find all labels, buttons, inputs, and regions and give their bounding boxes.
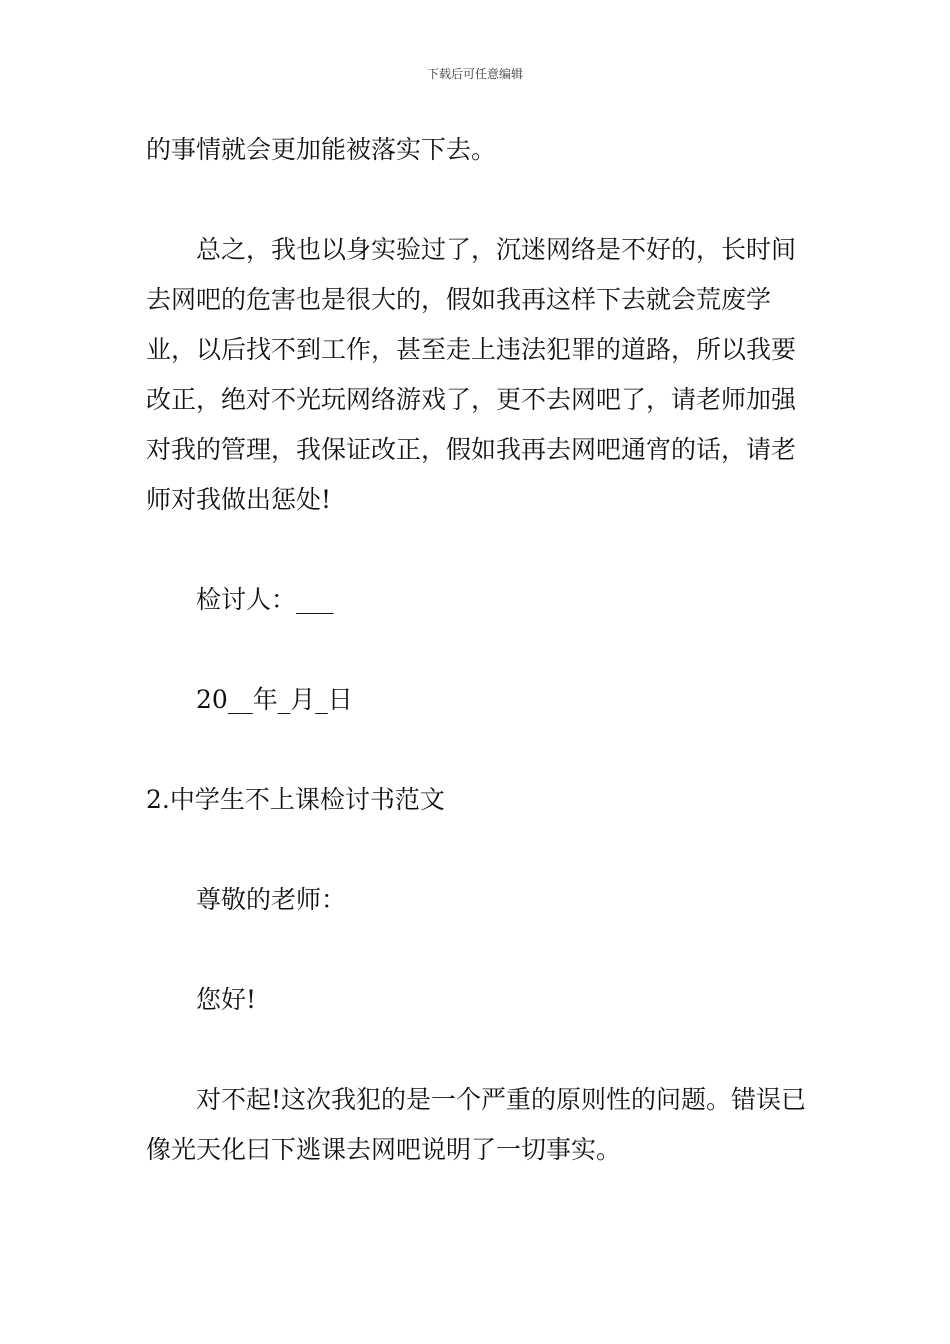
salutation: 尊敬的老师： [196, 885, 347, 914]
document-body [146, 125, 808, 1175]
greeting: 您好! [196, 985, 257, 1014]
paragraph-conclusion: 总之，我也以身实验过了，沉迷网络是不好的，长时间去网吧的危害也是很大的，假如我再这样下去就会荒废学业，以后找不到工作，甚至走上违法犯罪的道路，所以我要改正，绝对不光玩网络游戏了，更不去网吧了，请老师加强对我的管理，我保证改正，假如我再去网吧通宵的话，请老师对我做出惩处! [146, 235, 797, 514]
signature-line: 检讨人：___ [196, 585, 334, 614]
paragraph-apology: 对不起!这次我犯的是一个严重的原则性的问题。错误已像光天化曰下逃课去网吧说明了一切事实。 [146, 1085, 807, 1164]
section-heading: 2.中学生不上课检讨书范文 [146, 785, 445, 814]
page-header: 下载后可任意编辑 [426, 67, 523, 81]
paragraph-continuation: 的事情就会更加能被落实下去。 [146, 135, 497, 164]
date-line: 20__年_月_日 [196, 685, 353, 714]
